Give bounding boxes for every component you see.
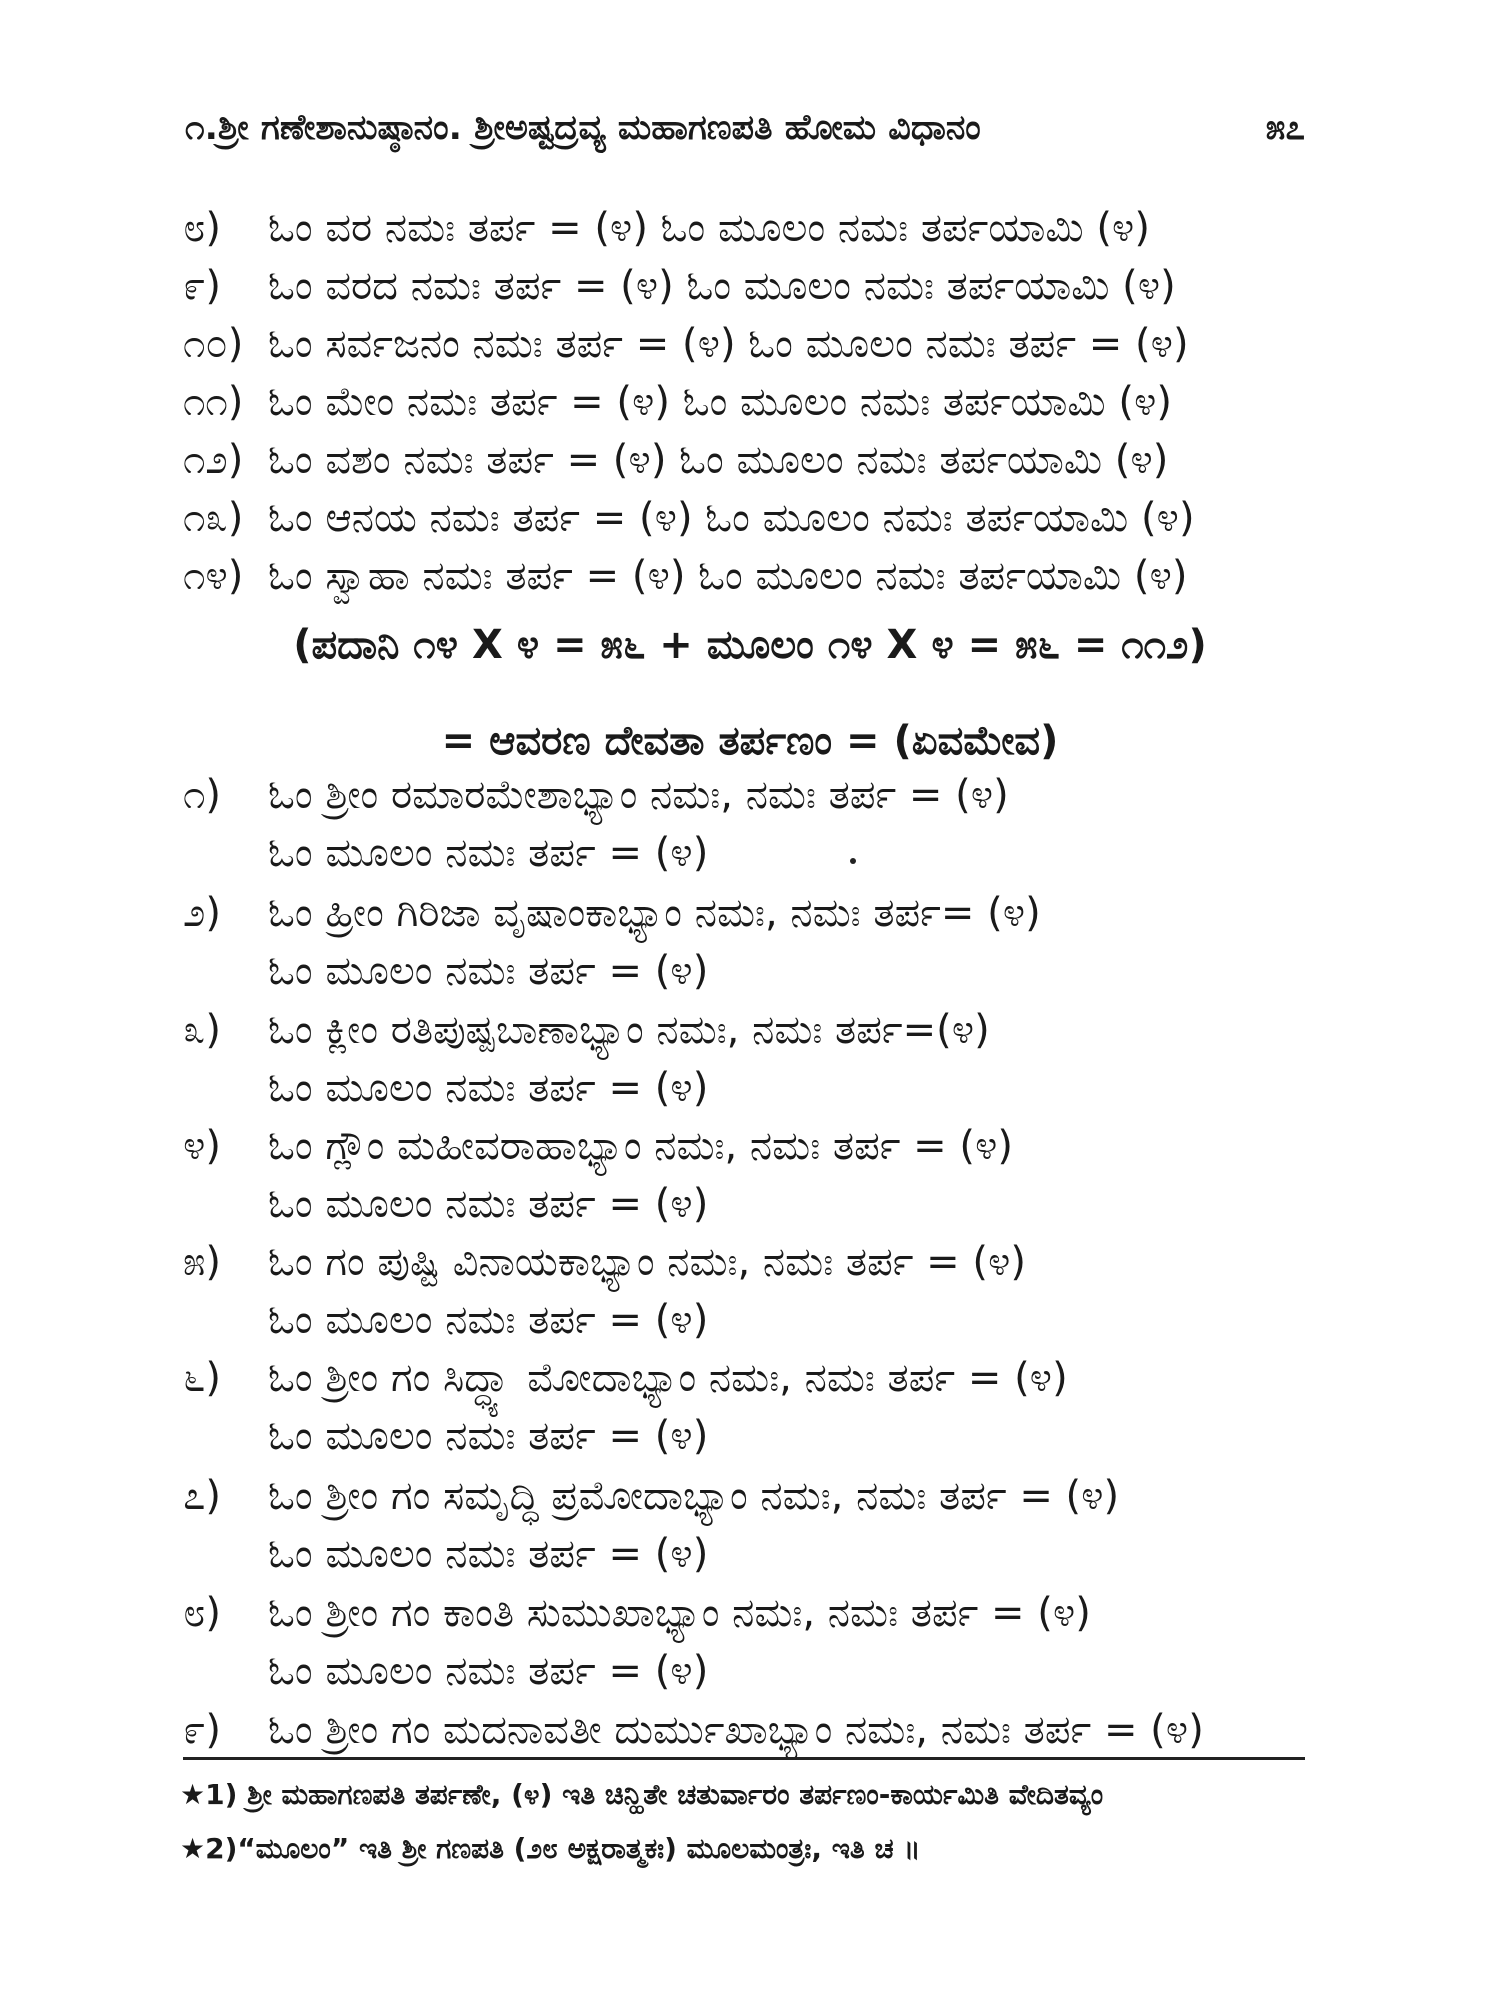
stray-dot [850, 858, 856, 864]
item-line-2: ಓಂ ಮೂಲಂ ನಮಃ ತರ್ಪ = (೪) [268, 1413, 709, 1459]
item-text: ಓಂ ವಶಂ ನಮಃ ತರ್ಪ = (೪) ಓಂ ಮೂಲಂ ನಮಃ ತರ್ಪಯಾಮಿ (೪) [268, 437, 1169, 483]
item-number: ೬) [183, 1355, 222, 1401]
item-line-2: ಓಂ ಮೂಲಂ ನಮಃ ತರ್ಪ = (೪) [268, 948, 709, 994]
item-line-2: ಓಂ ಮೂಲಂ ನಮಃ ತರ್ಪ = (೪) [268, 1181, 709, 1227]
item-number: ೧೧) [183, 379, 244, 425]
item-number: ೧೩) [183, 495, 244, 541]
item-text: ಓಂ ವರದ ನಮಃ ತರ್ಪ = (೪) ಓಂ ಮೂಲಂ ನಮಃ ತರ್ಪಯಾಮಿ (೪) [268, 263, 1176, 309]
item-number: ೧೦) [183, 321, 244, 367]
item-line-1: ಓಂ ಶ್ರೀಂ ರಮಾರಮೇಶಾಭ್ಯಾಂ ನಮಃ, ನಮಃ ತರ್ಪ = (೪) [268, 772, 1009, 818]
item-number: ೧) [183, 772, 222, 818]
item-number: ೩) [183, 1007, 222, 1053]
footnote-divider [183, 1757, 1305, 1760]
item-text: ಓಂ ಮೇಂ ನಮಃ ತರ್ಪ = (೪) ಓಂ ಮೂಲಂ ನಮಃ ತರ್ಪಯಾಮಿ (೪) [268, 379, 1172, 425]
item-line-1: ಓಂ ಶ್ರೀಂ ಗಂ ಸಿದ್ಧ್ಯಾ ಮೋದಾಭ್ಯಾಂ ನಮಃ, ನಮಃ ತರ್ಪ = (೪) [268, 1355, 1068, 1401]
item-line-1: ಓಂ ಶ್ರೀಂ ಗಂ ಮದನಾವತೀ ದುರ್ಮುಖಾಭ್ಯಾಂ ನಮಃ, ನಮಃ ತರ್ಪ = (೪) [268, 1707, 1204, 1753]
summary-total: (ಪದಾನಿ ೧೪ X ೪ = ೫೬ + ಮೂಲಂ ೧೪ X ೪ = ೫೬ = ೧೧೨) [293, 622, 1207, 668]
item-number: ೫) [183, 1239, 222, 1285]
item-number: ೮) [183, 1590, 222, 1636]
item-line-1: ಓಂ ಗ್ಲೌಂ ಮಹೀವರಾಹಾಭ್ಯಾಂ ನಮಃ, ನಮಃ ತರ್ಪ = (೪) [268, 1123, 1014, 1169]
item-line-2: ಓಂ ಮೂಲಂ ನಮಃ ತರ್ಪ = (೪) [268, 1297, 709, 1343]
header-title: ೧.ಶ್ರೀ ಗಣೇಶಾನುಷ್ಠಾನಂ. ಶ್ರೀಅಷ್ಟದ್ರವ್ಯ ಮಹಾಗಣಪತಿ ಹೋಮ ವಿಧಾನಂ [185, 108, 981, 148]
item-line-2: ಓಂ ಮೂಲಂ ನಮಃ ತರ್ಪ = (೪) [268, 1065, 709, 1111]
item-number: ೮) [183, 205, 222, 251]
item-number: ೭) [183, 1473, 222, 1519]
footnote-2: ★2)“ಮೂಲಂ” ಇತಿ ಶ್ರೀ ಗಣಪತಿ (೨೮ ಅಕ್ಷರಾತ್ಮಕಃ) ಮೂಲಮಂತ್ರಃ, ಇತಿ ಚ ॥ [180, 1832, 921, 1865]
item-line-2: ಓಂ ಮೂಲಂ ನಮಃ ತರ್ಪ = (೪) [268, 830, 709, 876]
item-number: ೯) [183, 263, 222, 309]
item-line-1: ಓಂ ಶ್ರೀಂ ಗಂ ಕಾಂತಿ ಸುಮುಖಾಭ್ಯಾಂ ನಮಃ, ನಮಃ ತರ್ಪ = (೪) [268, 1590, 1091, 1636]
page-header [185, 108, 1305, 158]
item-number: ೯) [183, 1707, 222, 1753]
item-number: ೧೨) [183, 437, 244, 483]
item-text: ಓಂ ಆನಯ ನಮಃ ತರ್ಪ = (೪) ಓಂ ಮೂಲಂ ನಮಃ ತರ್ಪಯಾಮಿ (೪) [268, 495, 1195, 541]
item-text: ಓಂ ಸರ್ವಜನಂ ನಮಃ ತರ್ಪ = (೪) ಓಂ ಮೂಲಂ ನಮಃ ತರ್ಪ = (೪) [268, 321, 1189, 367]
item-line-2: ಓಂ ಮೂಲಂ ನಮಃ ತರ್ಪ = (೪) [268, 1648, 709, 1694]
item-text: ಓಂ ಸ್ವಾಹಾ ನಮಃ ತರ್ಪ = (೪) ಓಂ ಮೂಲಂ ನಮಃ ತರ್ಪಯಾಮಿ (೪) [268, 553, 1188, 599]
footnote-1: ★1) ಶ್ರೀ ಮಹಾಗಣಪತಿ ತರ್ಪಣೇ, (೪) ಇತಿ ಚಿನ್ಹಿತೇ ಚತುರ್ವಾರಂ ತರ್ಪಣಂ-ಕಾರ್ಯಮಿತಿ ವೇದಿತವ್ಯಂ [180, 1778, 1104, 1811]
item-line-2: ಓಂ ಮೂಲಂ ನಮಃ ತರ್ಪ = (೪) [268, 1531, 709, 1577]
item-line-1: ಓಂ ಶ್ರೀಂ ಗಂ ಸಮೃದ್ಧಿ ಪ್ರಮೋದಾಭ್ಯಾಂ ನಮಃ, ನಮಃ ತರ್ಪ = (೪) [268, 1473, 1120, 1519]
item-number: ೧೪) [183, 553, 244, 599]
item-number: ೨) [183, 890, 222, 936]
section-title: = ಆವರಣ ದೇವತಾ ತರ್ಪಣಂ = (ಏವಮೇವ) [441, 718, 1059, 764]
page-number: ೫೭ [1265, 108, 1305, 148]
item-line-1: ಓಂ ಕ್ಲೀಂ ರತಿಪುಷ್ಪಬಾಣಾಭ್ಯಾಂ ನಮಃ, ನಮಃ ತರ್ಪ=(೪) [268, 1007, 990, 1053]
item-text: ಓಂ ವರ ನಮಃ ತರ್ಪ = (೪) ಓಂ ಮೂಲಂ ನಮಃ ತರ್ಪಯಾಮಿ (೪) [268, 205, 1150, 251]
item-line-1: ಓಂ ಹ್ರೀಂ ಗಿರಿಜಾ ವೃಷಾಂಕಾಭ್ಯಾಂ ನಮಃ, ನಮಃ ತರ್ಪ= (೪) [268, 890, 1041, 936]
item-number: ೪) [183, 1123, 222, 1169]
item-line-1: ಓಂ ಗಂ ಪುಷ್ಟಿ ವಿನಾಯಕಾಭ್ಯಾಂ ನಮಃ, ನಮಃ ತರ್ಪ = (೪) [268, 1239, 1026, 1285]
